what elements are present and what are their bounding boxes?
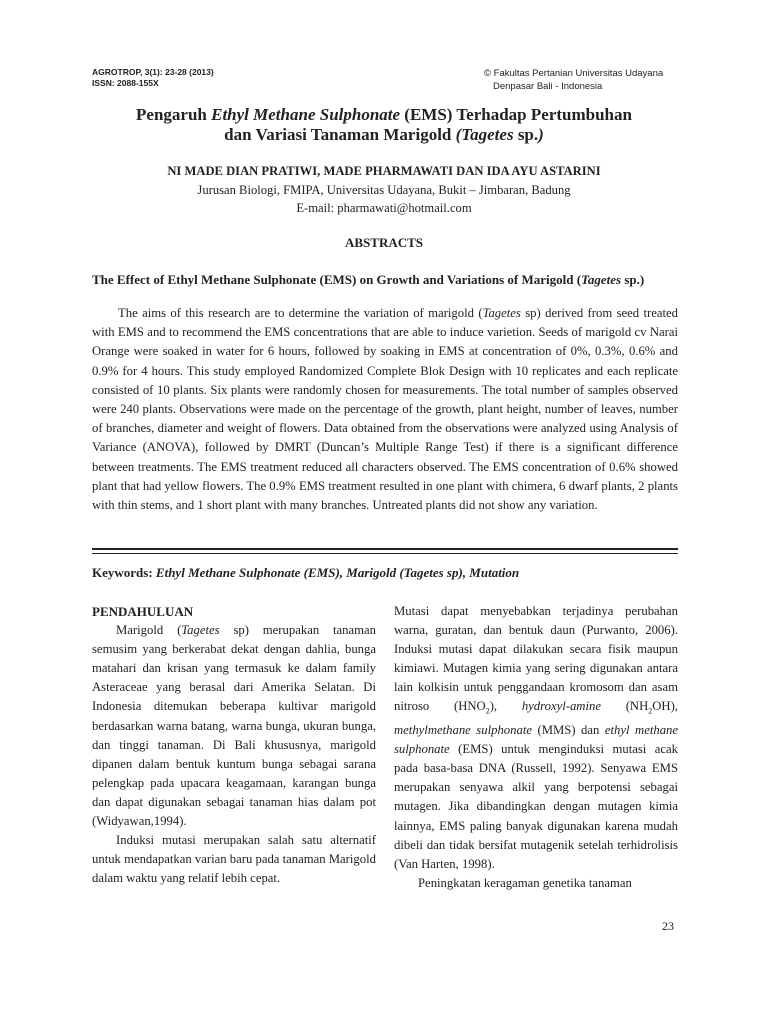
keywords-label: Keywords:	[92, 565, 153, 580]
paragraph: Mutasi dapat menyebabkan terjadinya perubahan warna, guratan, dan bentuk daun (Purwanto, 2006). Induksi mutasi dapat dilakukan secara fisik maupun kimiawi. Mutagen kimia yang sering digunakan antara lain kolkisin untuk penggandaan kromosom dan asam nitroso $(HNO_2)$, hydroxyl-amine $(NH_2OH)$, methylmethane sulphonate (MMS) dan ethyl methane sulphonate (EMS) untuk menginduksi mutasi acak pada basa-basa DNA (Russell, 1992). Senyawa EMS merupakan senyawa alkil yang berpotensi sebagai mutagen. Jika dibandingkan dengan mutagen kimia lainnya, EMS paling banyak digunakan karena mudah dibeli dan tidak bersifat mutagenik setelah terhidrolisis (Van Harten, 1998).	[394, 604, 679, 871]
left-column	[92, 602, 376, 888]
abstract-title: The Effect of Ethyl Methane Sulphonate (EMS) on Growth and Variations of Marigold (Tagetes sp.)	[92, 272, 645, 287]
paragraph: Marigold (Tagetes sp) merupakan tanaman semusim yang berkerabat dekat dengan dahlia, bunga matahari dan krisan yang termasuk ke dalam family Asteraceae yang berasal dari Amerika Selatan. Di Indonesia ditemukan beberapa kultivar marigold berdasarkan warna batang, warna bunga, ukuran bunga, dan tinggi tanaman. Di Bali khususnya, marigold dipanen dalam bentuk kuntum bunga sebagai sarana pelengkap pada upacara keagamaan, karangan bunga dan dapat digunakan sebagai tanaman hias dalam pot (Widyawan,1994).	[92, 623, 376, 829]
affiliation: Jurusan Biologi, FMIPA, Universitas Udayana, Bukit – Jimbaran, Badung	[197, 183, 571, 197]
abstracts-heading: ABSTRACTS	[344, 235, 424, 250]
paragraph: Peningkatan keragaman genetika tanaman	[418, 875, 632, 890]
divider-thin	[92, 553, 678, 554]
email[interactable]: E-mail: pharmawati@hotmail.com	[296, 201, 472, 215]
authors: NI MADE DIAN PRATIWI, MADE PHARMAWATI DAN IDA AYU ASTARINI	[167, 164, 601, 178]
journal-citation: AGROTROP, 3(1): 23-28 (2013)	[92, 67, 214, 77]
abstract-body	[92, 304, 678, 515]
publisher-line-1: © Fakultas Pertanian Universitas Udayana	[484, 68, 664, 79]
paragraph: Induksi mutasi merupakan salah satu alternatif untuk mendapatkan varian baru pada tanaman Marigold dalam waktu yang relatif lebih cepat.	[92, 833, 376, 886]
journal-header	[92, 67, 214, 89]
divider-thick	[92, 548, 678, 550]
page-number: 23	[662, 919, 674, 933]
paper-title: Pengaruh Ethyl Methane Sulphonate (EMS) Terhadap Pertumbuhan dan Variasi Tanaman Marigold (Tagetes sp.)	[136, 105, 632, 144]
keywords	[92, 565, 678, 581]
right-column	[394, 602, 678, 893]
keywords-text: Ethyl Methane Sulphonate (EMS), Marigold (Tagetes sp), Mutation	[152, 565, 520, 580]
issn: ISSN: 2088-155X	[92, 78, 159, 88]
publisher-line-2: Denpasar Bali - Indonesia	[493, 81, 603, 92]
section-heading: PENDAHULUAN	[92, 604, 194, 619]
publisher-header	[484, 67, 663, 93]
affiliation-block	[80, 181, 688, 217]
abstract-paragraph: The aims of this research are to determine the variation of marigold (Tagetes sp) derived from seed treated with EMS and to recommend the EMS concentrations that are able to induce varietion. Seeds of marigold cv Narai Orange were soaked in water for 6 hours, followed by soaking in EMS at concentration of 0%, 0.3%, 0.6% and 0.9% for 4 hours. This study employed Randomized Complete Blok Design with 10 replicates and each replicate consisted of 10 plants. Six plants were randomly chosen for measurements. The total number of samples observed were 240 plants. Observations were made on the percentage of the growth, plant height, number of leaves, number of branches, diameter and weight of flowers. Data obtained from the observations were analyzed using Analysis of Variance (ANOVA), followed by DMRT (Duncan’s Multiple Range Test) if there is a significant difference between treatments. The EMS treatment reduced all characters observed. The EMS concentration of 0.6% showed plant that had yellow flowers. The 0.9% EMS treatment resulted in one plant with chimera, 6 dwarf plants, 2 plants with thin stems, and 1 short plant with many branches. Untreated plants did not show any variation.	[92, 306, 678, 513]
